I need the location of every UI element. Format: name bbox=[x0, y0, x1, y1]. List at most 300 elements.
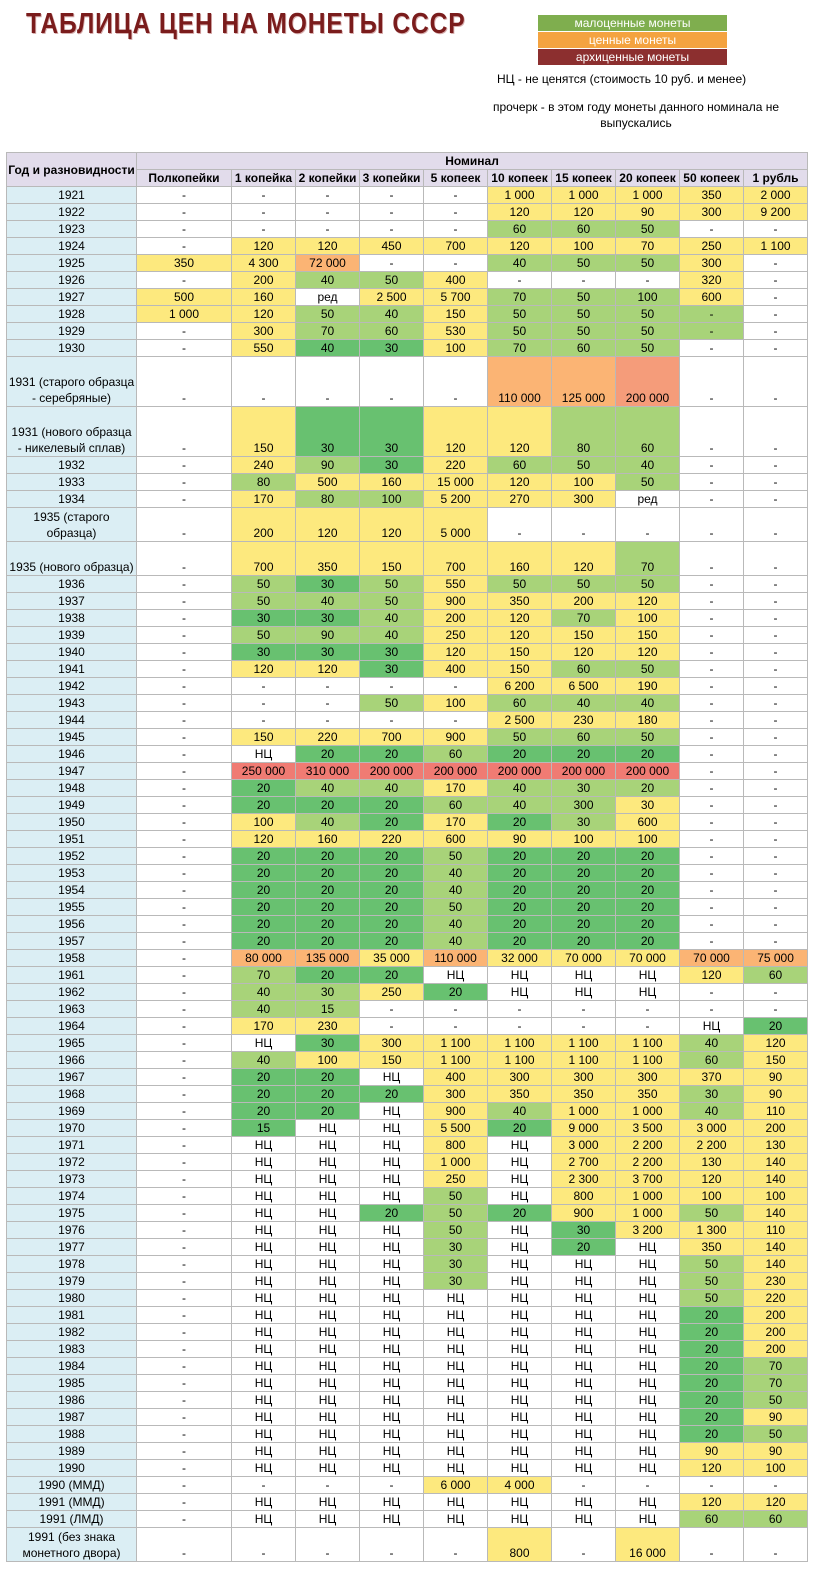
price-cell: 300 bbox=[680, 255, 744, 272]
price-cell: НЦ bbox=[232, 1273, 296, 1290]
price-cell: - bbox=[680, 797, 744, 814]
price-cell: - bbox=[137, 712, 232, 729]
price-cell: 120 bbox=[232, 661, 296, 678]
year-cell: 1925 bbox=[7, 255, 137, 272]
price-cell: - bbox=[360, 255, 424, 272]
price-cell: НЦ bbox=[488, 1443, 552, 1460]
price-cell: НЦ bbox=[424, 1426, 488, 1443]
price-cell: - bbox=[137, 187, 232, 204]
price-cell: - bbox=[744, 407, 808, 457]
price-cell: 5 700 bbox=[424, 289, 488, 306]
price-cell: 70 bbox=[488, 289, 552, 306]
price-cell: - bbox=[137, 1069, 232, 1086]
price-cell: 6 000 bbox=[424, 1477, 488, 1494]
price-cell: НЦ bbox=[424, 1290, 488, 1307]
year-cell: 1923 bbox=[7, 221, 137, 238]
price-cell: - bbox=[137, 508, 232, 542]
price-cell: 120 bbox=[232, 306, 296, 323]
price-cell: - bbox=[137, 814, 232, 831]
price-cell: 20 bbox=[552, 933, 616, 950]
price-cell: 20 bbox=[552, 899, 616, 916]
price-cell: 140 bbox=[744, 1239, 808, 1256]
price-cell: 320 bbox=[680, 272, 744, 289]
table-row bbox=[7, 644, 808, 661]
price-cell: 2 000 bbox=[744, 187, 808, 204]
price-cell: 400 bbox=[424, 272, 488, 289]
column-header: Полкопейки bbox=[137, 170, 232, 187]
price-cell: НЦ bbox=[552, 967, 616, 984]
year-cell: 1981 bbox=[7, 1307, 137, 1324]
price-cell: - bbox=[744, 814, 808, 831]
price-cell: 70 bbox=[488, 340, 552, 357]
price-cell: 20 bbox=[616, 933, 680, 950]
price-cell: НЦ bbox=[552, 1511, 616, 1528]
year-cell: 1944 bbox=[7, 712, 137, 729]
price-cell: 40 bbox=[680, 1035, 744, 1052]
year-cell: 1969 bbox=[7, 1103, 137, 1120]
price-cell: 40 bbox=[552, 695, 616, 712]
table-row bbox=[7, 1443, 808, 1460]
year-cell: 1958 bbox=[7, 950, 137, 967]
price-cell: 40 bbox=[680, 1103, 744, 1120]
price-cell: 100 bbox=[744, 1188, 808, 1205]
table-row bbox=[7, 221, 808, 238]
price-cell: - bbox=[680, 933, 744, 950]
price-cell: - bbox=[137, 1273, 232, 1290]
price-cell: 20 bbox=[552, 746, 616, 763]
price-cell: 550 bbox=[424, 576, 488, 593]
year-cell: 1990 (ММД) bbox=[7, 1477, 137, 1494]
price-cell: 90 bbox=[296, 457, 360, 474]
price-cell: 250 bbox=[424, 1171, 488, 1188]
price-cell: НЦ bbox=[488, 984, 552, 1001]
price-cell: - bbox=[744, 1477, 808, 1494]
price-cell: 160 bbox=[232, 289, 296, 306]
price-cell: 1 000 bbox=[616, 1188, 680, 1205]
price-cell: - bbox=[137, 457, 232, 474]
price-cell: - bbox=[296, 221, 360, 238]
table-row bbox=[7, 1001, 808, 1018]
price-cell: - bbox=[360, 1477, 424, 1494]
price-cell: - bbox=[137, 916, 232, 933]
year-cell: 1975 bbox=[7, 1205, 137, 1222]
price-cell: 150 bbox=[488, 661, 552, 678]
price-cell: 60 bbox=[616, 407, 680, 457]
price-cell: 16 000 bbox=[616, 1528, 680, 1562]
price-cell: НЦ bbox=[424, 1341, 488, 1358]
price-cell: НЦ bbox=[360, 1069, 424, 1086]
price-cell: - bbox=[137, 1035, 232, 1052]
price-cell: - bbox=[744, 221, 808, 238]
price-cell: 2 200 bbox=[616, 1137, 680, 1154]
price-cell: 120 bbox=[296, 508, 360, 542]
price-cell: НЦ bbox=[552, 1494, 616, 1511]
price-cell: - bbox=[137, 407, 232, 457]
price-cell: - bbox=[680, 457, 744, 474]
price-cell: - bbox=[744, 831, 808, 848]
price-cell: - bbox=[680, 763, 744, 780]
price-cell: 20 bbox=[680, 1358, 744, 1375]
price-cell: НЦ bbox=[552, 1324, 616, 1341]
price-cell: - bbox=[137, 1103, 232, 1120]
price-cell: 75 000 bbox=[744, 950, 808, 967]
price-cell: - bbox=[744, 916, 808, 933]
column-header: 5 копеек bbox=[424, 170, 488, 187]
price-cell: 110 bbox=[744, 1222, 808, 1239]
price-cell: 30 bbox=[552, 814, 616, 831]
price-cell: 120 bbox=[744, 1035, 808, 1052]
price-cell: - bbox=[137, 627, 232, 644]
price-cell: 5 000 bbox=[424, 508, 488, 542]
price-cell: 20 bbox=[680, 1392, 744, 1409]
year-cell: 1987 bbox=[7, 1409, 137, 1426]
price-cell: - bbox=[552, 1001, 616, 1018]
price-cell: - bbox=[680, 474, 744, 491]
price-cell: НЦ bbox=[488, 1426, 552, 1443]
price-cell: 160 bbox=[360, 474, 424, 491]
price-cell: 30 bbox=[296, 407, 360, 457]
price-cell: 40 bbox=[360, 780, 424, 797]
year-cell: 1953 bbox=[7, 865, 137, 882]
price-cell: - bbox=[296, 695, 360, 712]
table-row bbox=[7, 1171, 808, 1188]
price-cell: НЦ bbox=[552, 1341, 616, 1358]
price-cell: - bbox=[680, 1528, 744, 1562]
price-cell: 200 bbox=[744, 1324, 808, 1341]
price-cell: ред bbox=[296, 289, 360, 306]
price-cell: 20 bbox=[360, 814, 424, 831]
table-row bbox=[7, 491, 808, 508]
price-cell: - bbox=[232, 221, 296, 238]
price-cell: 170 bbox=[424, 814, 488, 831]
price-cell: 300 bbox=[360, 1035, 424, 1052]
price-cell: 120 bbox=[680, 967, 744, 984]
price-cell: НЦ bbox=[488, 1154, 552, 1171]
price-cell: 120 bbox=[424, 407, 488, 457]
price-cell: 20 bbox=[616, 916, 680, 933]
price-cell: 80 bbox=[552, 407, 616, 457]
price-cell: 35 000 bbox=[360, 950, 424, 967]
price-cell: - bbox=[360, 357, 424, 407]
price-cell: - bbox=[744, 627, 808, 644]
year-cell: 1926 bbox=[7, 272, 137, 289]
year-cell: 1938 bbox=[7, 610, 137, 627]
price-cell: 32 000 bbox=[488, 950, 552, 967]
price-cell: 20 bbox=[296, 1103, 360, 1120]
price-cell: 40 bbox=[232, 1001, 296, 1018]
price-cell: НЦ bbox=[616, 1494, 680, 1511]
price-cell: НЦ bbox=[296, 1256, 360, 1273]
price-cell: 50 bbox=[488, 323, 552, 340]
price-cell: НЦ bbox=[424, 1324, 488, 1341]
year-cell: 1951 bbox=[7, 831, 137, 848]
price-cell: - bbox=[137, 357, 232, 407]
price-cell: НЦ bbox=[232, 1443, 296, 1460]
year-cell: 1956 bbox=[7, 916, 137, 933]
price-cell: 250 bbox=[360, 984, 424, 1001]
price-cell: - bbox=[680, 357, 744, 407]
price-cell: 40 bbox=[360, 610, 424, 627]
price-cell: НЦ bbox=[360, 1409, 424, 1426]
price-cell: 200 bbox=[744, 1120, 808, 1137]
price-cell: 90 bbox=[744, 1086, 808, 1103]
price-cell: 350 bbox=[680, 1239, 744, 1256]
price-cell: НЦ bbox=[360, 1324, 424, 1341]
price-cell: 220 bbox=[360, 831, 424, 848]
price-cell: 50 bbox=[680, 1256, 744, 1273]
price-cell: - bbox=[232, 1477, 296, 1494]
price-cell: 50 bbox=[616, 661, 680, 678]
price-cell: НЦ bbox=[552, 984, 616, 1001]
price-cell: 50 bbox=[680, 1273, 744, 1290]
price-cell: НЦ bbox=[360, 1494, 424, 1511]
price-cell: 700 bbox=[424, 542, 488, 576]
price-cell: НЦ bbox=[232, 1341, 296, 1358]
price-cell: - bbox=[488, 272, 552, 289]
price-cell: 50 bbox=[744, 1426, 808, 1443]
price-cell: 200 bbox=[424, 610, 488, 627]
price-cell: 50 bbox=[424, 1222, 488, 1239]
price-cell: 40 bbox=[232, 984, 296, 1001]
table-row bbox=[7, 1307, 808, 1324]
price-cell: 40 bbox=[296, 780, 360, 797]
price-cell: 40 bbox=[616, 457, 680, 474]
price-cell: 120 bbox=[488, 204, 552, 221]
price-cell: 1 000 bbox=[616, 1103, 680, 1120]
price-cell: - bbox=[137, 882, 232, 899]
price-cell: НЦ bbox=[424, 1392, 488, 1409]
year-cell: 1985 bbox=[7, 1375, 137, 1392]
year-cell: 1988 bbox=[7, 1426, 137, 1443]
price-cell: 800 bbox=[552, 1188, 616, 1205]
price-cell: НЦ bbox=[616, 1460, 680, 1477]
price-cell: 250 bbox=[680, 238, 744, 255]
price-cell: - bbox=[744, 593, 808, 610]
price-cell: 120 bbox=[488, 610, 552, 627]
price-cell: 20 bbox=[616, 746, 680, 763]
table-row bbox=[7, 1222, 808, 1239]
price-cell: 180 bbox=[616, 712, 680, 729]
table-row bbox=[7, 593, 808, 610]
price-cell: - bbox=[744, 508, 808, 542]
column-header: 50 копеек bbox=[680, 170, 744, 187]
price-cell: 5 500 bbox=[424, 1120, 488, 1137]
year-cell: 1954 bbox=[7, 882, 137, 899]
year-cell: 1943 bbox=[7, 695, 137, 712]
table-row bbox=[7, 1154, 808, 1171]
price-cell: - bbox=[680, 576, 744, 593]
price-cell: НЦ bbox=[616, 1239, 680, 1256]
price-cell: 350 bbox=[680, 187, 744, 204]
price-cell: 125 000 bbox=[552, 357, 616, 407]
table-row bbox=[7, 1205, 808, 1222]
price-cell: - bbox=[360, 1001, 424, 1018]
price-cell: - bbox=[137, 1171, 232, 1188]
price-cell: - bbox=[680, 542, 744, 576]
table-row bbox=[7, 763, 808, 780]
price-cell: 2 700 bbox=[552, 1154, 616, 1171]
price-cell: 100 bbox=[616, 831, 680, 848]
price-cell: НЦ bbox=[232, 1222, 296, 1239]
price-cell: 110 000 bbox=[488, 357, 552, 407]
price-cell: НЦ bbox=[232, 1290, 296, 1307]
price-cell: - bbox=[680, 916, 744, 933]
price-cell: НЦ bbox=[552, 1460, 616, 1477]
year-cell: 1974 bbox=[7, 1188, 137, 1205]
price-cell: НЦ bbox=[360, 1273, 424, 1290]
price-cell: НЦ bbox=[616, 1273, 680, 1290]
price-cell: - bbox=[137, 780, 232, 797]
price-cell: 120 bbox=[296, 661, 360, 678]
price-cell: 2 500 bbox=[360, 289, 424, 306]
price-cell: НЦ bbox=[616, 1392, 680, 1409]
price-cell: НЦ bbox=[360, 1137, 424, 1154]
table-row bbox=[7, 306, 808, 323]
table-row bbox=[7, 272, 808, 289]
year-cell: 1966 bbox=[7, 1052, 137, 1069]
price-cell: 200 bbox=[744, 1341, 808, 1358]
price-cell: 20 bbox=[616, 899, 680, 916]
table-row bbox=[7, 814, 808, 831]
price-cell: - bbox=[360, 712, 424, 729]
price-cell: НЦ bbox=[360, 1392, 424, 1409]
price-cell: НЦ bbox=[616, 1511, 680, 1528]
price-cell: 100 bbox=[616, 610, 680, 627]
price-cell: НЦ bbox=[616, 984, 680, 1001]
price-cell: 20 bbox=[296, 1086, 360, 1103]
year-cell: 1961 bbox=[7, 967, 137, 984]
price-cell: 70 bbox=[616, 542, 680, 576]
price-cell: НЦ bbox=[296, 1239, 360, 1256]
price-cell: 50 bbox=[616, 221, 680, 238]
price-cell: 2 300 bbox=[552, 1171, 616, 1188]
price-cell: 3 500 bbox=[616, 1120, 680, 1137]
price-cell: 6 200 bbox=[488, 678, 552, 695]
price-cell: 200 000 bbox=[616, 357, 680, 407]
price-cell: 500 bbox=[137, 289, 232, 306]
price-cell: 70 bbox=[744, 1358, 808, 1375]
price-cell: НЦ bbox=[424, 1358, 488, 1375]
price-cell: НЦ bbox=[360, 1120, 424, 1137]
table-row bbox=[7, 323, 808, 340]
price-cell: НЦ bbox=[232, 1171, 296, 1188]
price-cell: 80 000 bbox=[232, 950, 296, 967]
table-row bbox=[7, 289, 808, 306]
price-cell: - bbox=[744, 1528, 808, 1562]
table-row bbox=[7, 1409, 808, 1426]
price-cell: - bbox=[680, 831, 744, 848]
price-cell: 20 bbox=[680, 1426, 744, 1443]
year-cell: 1957 bbox=[7, 933, 137, 950]
price-cell: 70 bbox=[552, 610, 616, 627]
price-cell: - bbox=[680, 984, 744, 1001]
price-cell: НЦ bbox=[296, 1290, 360, 1307]
price-cell: 6 500 bbox=[552, 678, 616, 695]
year-cell: 1991 (без знака монетного двора) bbox=[7, 1528, 137, 1562]
table-row bbox=[7, 882, 808, 899]
price-cell: 50 bbox=[232, 627, 296, 644]
price-cell: НЦ bbox=[296, 1341, 360, 1358]
price-cell: НЦ bbox=[424, 1460, 488, 1477]
price-cell: 2 500 bbox=[488, 712, 552, 729]
price-cell: 20 bbox=[552, 848, 616, 865]
price-cell: 50 bbox=[616, 306, 680, 323]
table-row bbox=[7, 831, 808, 848]
price-cell: 20 bbox=[488, 933, 552, 950]
price-cell: 20 bbox=[232, 848, 296, 865]
column-header: 10 копеек bbox=[488, 170, 552, 187]
price-cell: 50 bbox=[296, 306, 360, 323]
price-cell: - bbox=[744, 746, 808, 763]
price-cell: НЦ bbox=[296, 1307, 360, 1324]
price-cell: 200 bbox=[552, 593, 616, 610]
table-row bbox=[7, 204, 808, 221]
price-cell: 230 bbox=[744, 1273, 808, 1290]
price-cell: 40 bbox=[488, 255, 552, 272]
price-cell: 2 200 bbox=[616, 1154, 680, 1171]
price-cell: 120 bbox=[232, 831, 296, 848]
price-cell: НЦ bbox=[616, 1409, 680, 1426]
year-cell: 1990 bbox=[7, 1460, 137, 1477]
price-cell: 30 bbox=[296, 984, 360, 1001]
price-cell: - bbox=[680, 729, 744, 746]
price-cell: 150 bbox=[360, 1052, 424, 1069]
price-cell: 1 300 bbox=[680, 1222, 744, 1239]
price-cell: 200 000 bbox=[552, 763, 616, 780]
price-cell: 20 bbox=[488, 899, 552, 916]
price-cell: 20 bbox=[232, 882, 296, 899]
price-cell: НЦ bbox=[232, 1358, 296, 1375]
price-cell: 20 bbox=[424, 984, 488, 1001]
price-cell: НЦ bbox=[424, 1307, 488, 1324]
price-cell: 170 bbox=[424, 780, 488, 797]
price-cell: 20 bbox=[296, 848, 360, 865]
price-cell: - bbox=[744, 576, 808, 593]
price-cell: НЦ bbox=[232, 1460, 296, 1477]
price-cell: - bbox=[744, 797, 808, 814]
price-cell: - bbox=[296, 204, 360, 221]
price-cell: - bbox=[680, 491, 744, 508]
table-row bbox=[7, 238, 808, 255]
price-cell: - bbox=[137, 678, 232, 695]
price-cell: 900 bbox=[424, 1103, 488, 1120]
price-cell: 20 bbox=[360, 848, 424, 865]
price-cell: 20 bbox=[360, 1205, 424, 1222]
price-cell: - bbox=[488, 508, 552, 542]
price-cell: 50 bbox=[488, 576, 552, 593]
price-cell: - bbox=[137, 1375, 232, 1392]
price-cell: - bbox=[137, 1341, 232, 1358]
table-row bbox=[7, 865, 808, 882]
price-cell: - bbox=[744, 491, 808, 508]
price-cell: НЦ bbox=[296, 1426, 360, 1443]
price-cell: НЦ bbox=[296, 1222, 360, 1239]
price-cell: НЦ bbox=[488, 1188, 552, 1205]
price-cell: НЦ bbox=[232, 1375, 296, 1392]
price-cell: 110 000 bbox=[424, 950, 488, 967]
price-cell: 50 bbox=[552, 323, 616, 340]
price-cell: 100 bbox=[552, 238, 616, 255]
price-cell: 60 bbox=[424, 797, 488, 814]
price-cell: 50 bbox=[424, 848, 488, 865]
price-cell: 20 bbox=[296, 746, 360, 763]
price-cell: - bbox=[744, 882, 808, 899]
year-cell: 1935 (старого образца) bbox=[7, 508, 137, 542]
year-cell: 1931 (нового образца - никелевый сплав) bbox=[7, 407, 137, 457]
price-cell: - bbox=[744, 729, 808, 746]
price-cell: 40 bbox=[296, 340, 360, 357]
price-cell: НЦ bbox=[552, 1375, 616, 1392]
